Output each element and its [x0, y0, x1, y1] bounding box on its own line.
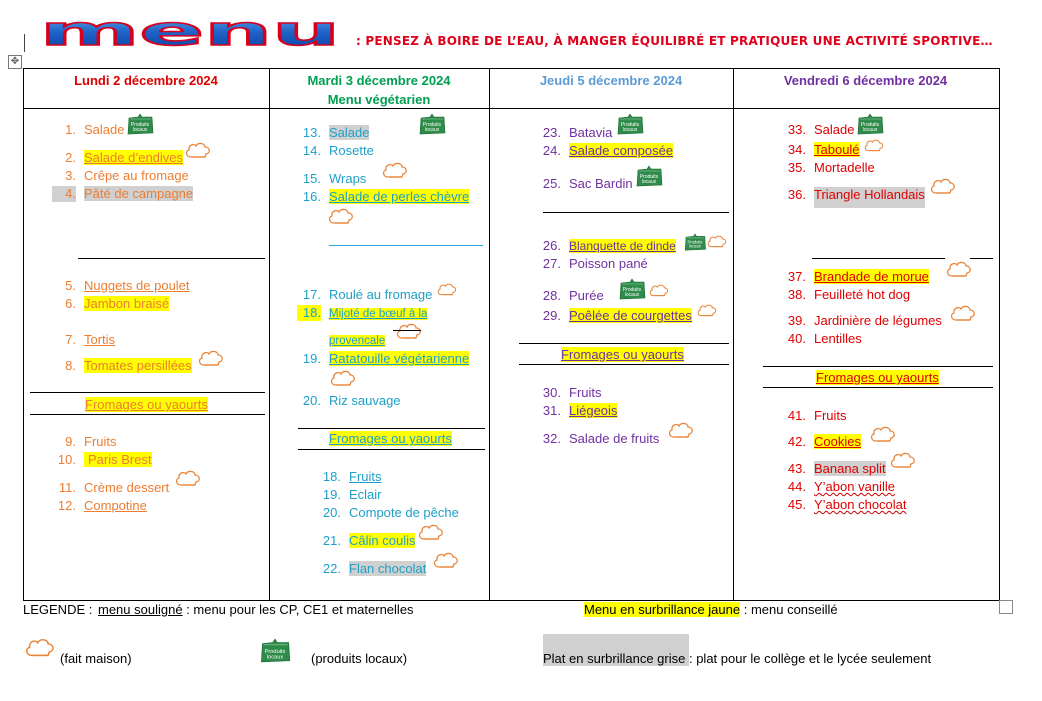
menu-item: 18. Fruits: [322, 469, 382, 484]
column-divider: [733, 68, 734, 600]
local-products-icon: [618, 278, 646, 300]
table-resize-handle[interactable]: [999, 600, 1013, 614]
menu-item: 8. Tomates persillées: [65, 358, 192, 373]
separator: [298, 428, 485, 429]
local-products-icon: [635, 165, 663, 187]
table-move-handle[interactable]: ✥: [8, 55, 22, 69]
local-products-icon: [418, 113, 446, 135]
menu-item: 43. Banana split: [787, 461, 886, 476]
separator: [329, 245, 483, 246]
menu-item: 7. Tortis: [65, 332, 116, 347]
homemade-icon: [437, 283, 457, 297]
menu-item: 39. Jardinière de légumes: [787, 313, 942, 328]
local-products-icon: [616, 113, 644, 135]
menu-item: provencale: [329, 335, 386, 347]
homemade-icon: [198, 350, 224, 368]
homemade-icon: [25, 638, 55, 659]
menu-item: 13. Salade: [302, 125, 370, 140]
menu-item: 11. Crème dessert: [58, 480, 170, 495]
menu-item: 36. Triangle Hollandais: [782, 187, 925, 203]
menu-item: 19. Ratatouille végétarienne: [302, 351, 470, 366]
tagline: : PENSEZ À BOIRE DE L’EAU, À MANGER ÉQUILIBRÉ ET PRATIQUER UNE ACTIVITÉ SPORTIVE…: [356, 34, 993, 48]
legend-label: LEGENDE :: [23, 602, 93, 617]
homemade-icon: [649, 284, 669, 298]
text-cursor: [24, 34, 25, 52]
header-row-divider: [23, 108, 999, 109]
local-products-icon: [259, 638, 291, 663]
legend-underlined: menu souligné : menu pour les CP, CE1 et maternelles: [98, 602, 414, 617]
svg-text:locaux: locaux: [862, 127, 878, 133]
menu-item: 3. Crêpe au fromage: [65, 168, 189, 183]
svg-text:locaux: locaux: [689, 243, 701, 249]
menu-item: 17. Roulé au fromage: [302, 287, 433, 302]
cheese-yogurt-item: Fromages ou yaourts: [85, 397, 208, 412]
menu-item: 23. Batavia: [542, 125, 613, 140]
menu-item: 41. Fruits: [787, 408, 847, 423]
local-products-icon: [126, 113, 154, 135]
column-divider: [489, 68, 490, 600]
friday-title: Vendredi 6 décembre 2024: [783, 73, 948, 88]
menu-item: 5. Nuggets de poulet: [65, 278, 190, 293]
thursday-title: Jeudi 5 décembre 2024: [539, 73, 683, 88]
menu-item: 12. Compotine: [57, 498, 147, 513]
menu-item: 24. Salade composée: [542, 143, 674, 158]
svg-text:Produits: Produits: [264, 648, 286, 655]
homemade-icon: [185, 142, 211, 160]
separator: [543, 212, 729, 213]
menu-item: 38. Feuilleté hot dog: [787, 287, 911, 302]
separator: [393, 330, 421, 331]
menu-item: 45. Y’abon chocolat: [787, 497, 907, 512]
svg-text:Produits: Produits: [687, 239, 703, 245]
menu-item: 25. Sac Bardin: [542, 176, 633, 191]
separator: [298, 449, 485, 450]
menu-item: 18. Mijoté de bœuf à la: [297, 305, 427, 322]
tuesday-title: Mardi 3 décembre 2024: [307, 73, 451, 88]
menu-item: 27. Poisson pané: [542, 256, 648, 271]
menu-item: 31. Liégeois: [542, 403, 618, 418]
svg-text:Produits: Produits: [422, 122, 442, 128]
separator: [763, 366, 993, 367]
menu-item: 1. Salade: [65, 122, 125, 137]
homemade-icon: [890, 452, 916, 470]
menu-item: 16. Salade de perles chèvre: [302, 189, 470, 204]
legend-local: (produits locaux): [311, 651, 408, 666]
separator: [30, 392, 265, 393]
homemade-icon: [697, 304, 717, 318]
svg-text:locaux: locaux: [132, 127, 148, 133]
menu-item: 20. Compote de pêche: [322, 505, 459, 520]
legend-grey: Plat en surbrillance grise : plat pour le collège et le lycée seulement: [543, 651, 932, 666]
menu-item: 6. Jambon braisé: [65, 296, 170, 311]
svg-text:locaux: locaux: [624, 292, 640, 298]
svg-text:Produits: Produits: [620, 122, 640, 128]
separator: [78, 258, 265, 259]
menu-item: 35. Mortadelle: [787, 160, 875, 175]
separator: [519, 343, 729, 344]
homemade-icon: [864, 139, 884, 153]
svg-text:locaux: locaux: [622, 127, 638, 133]
separator: [812, 258, 945, 259]
svg-text:locaux: locaux: [424, 127, 440, 133]
svg-text:Produits: Produits: [622, 287, 642, 293]
local-products-icon: [683, 233, 707, 251]
cheese-yogurt-item: Fromages ou yaourts: [329, 431, 452, 446]
menu-item: 40. Lentilles: [787, 331, 862, 346]
cheese-yogurt-item: Fromages ou yaourts: [561, 347, 684, 362]
homemade-icon: [382, 162, 408, 180]
separator: [763, 387, 993, 388]
menu-item: 34. Taboulé: [787, 142, 860, 157]
menu-logo: [32, 18, 348, 48]
menu-item: 33. Salade: [787, 122, 855, 137]
menu-item: 26. Blanquette de dinde: [542, 238, 676, 253]
separator: [519, 364, 729, 365]
menu-item: 14. Rosette: [302, 143, 374, 158]
homemade-icon: [668, 422, 694, 440]
menu-item: 15. Wraps: [302, 171, 367, 186]
menu-item: 10. Paris Brest: [57, 452, 152, 467]
homemade-icon: [870, 426, 896, 444]
svg-text:Produits: Produits: [860, 122, 880, 128]
legend-yellow: Menu en surbrillance jaune : menu conseillé: [584, 602, 838, 617]
homemade-icon: [396, 323, 422, 341]
svg-text:Produits: Produits: [130, 122, 150, 128]
menu-item: 19. Eclair: [322, 487, 382, 502]
monday-title: Lundi 2 décembre 2024: [74, 73, 218, 88]
column-divider: [269, 68, 270, 600]
local-products-icon: [856, 113, 884, 135]
menu-item: 4. Pâté de campagne: [52, 186, 193, 202]
menu-item: 2. Salade d’endives: [65, 150, 184, 165]
svg-text:Produits: Produits: [639, 174, 659, 180]
homemade-icon: [930, 178, 956, 196]
tuesday-subtitle: Menu végétarien: [327, 92, 431, 107]
menu-item: 44. Y’abon vanille: [787, 479, 895, 494]
homemade-icon: [950, 305, 976, 323]
homemade-icon: [946, 261, 972, 279]
menu-item: 22. Flan chocolat: [322, 561, 427, 576]
menu-item: 37. Brandade de morue: [787, 269, 929, 284]
homemade-icon: [418, 524, 444, 542]
menu-item: 32. Salade de fruits: [542, 431, 660, 446]
homemade-icon: [330, 370, 356, 388]
menu-item: 21. Câlin coulis: [322, 533, 416, 548]
separator: [30, 414, 265, 415]
menu-item: 28. Purée: [542, 288, 604, 303]
menu-item: 30. Fruits: [542, 385, 602, 400]
legend-homemade: (fait maison): [60, 651, 132, 666]
separator: [970, 258, 993, 259]
svg-text:locaux: locaux: [266, 654, 284, 661]
svg-text:locaux: locaux: [641, 179, 657, 185]
menu-item: 20. Riz sauvage: [302, 393, 401, 408]
cheese-yogurt-item: Fromages ou yaourts: [816, 370, 939, 385]
logo-text: menu: [40, 18, 340, 48]
homemade-icon: [433, 552, 459, 570]
menu-item: 9. Fruits: [65, 434, 117, 449]
homemade-icon: [707, 235, 727, 249]
homemade-icon: [328, 208, 354, 226]
menu-item: 42. Cookies: [787, 434, 861, 449]
homemade-icon: [175, 470, 201, 488]
menu-item: 29. Poêlée de courgettes: [542, 308, 692, 323]
